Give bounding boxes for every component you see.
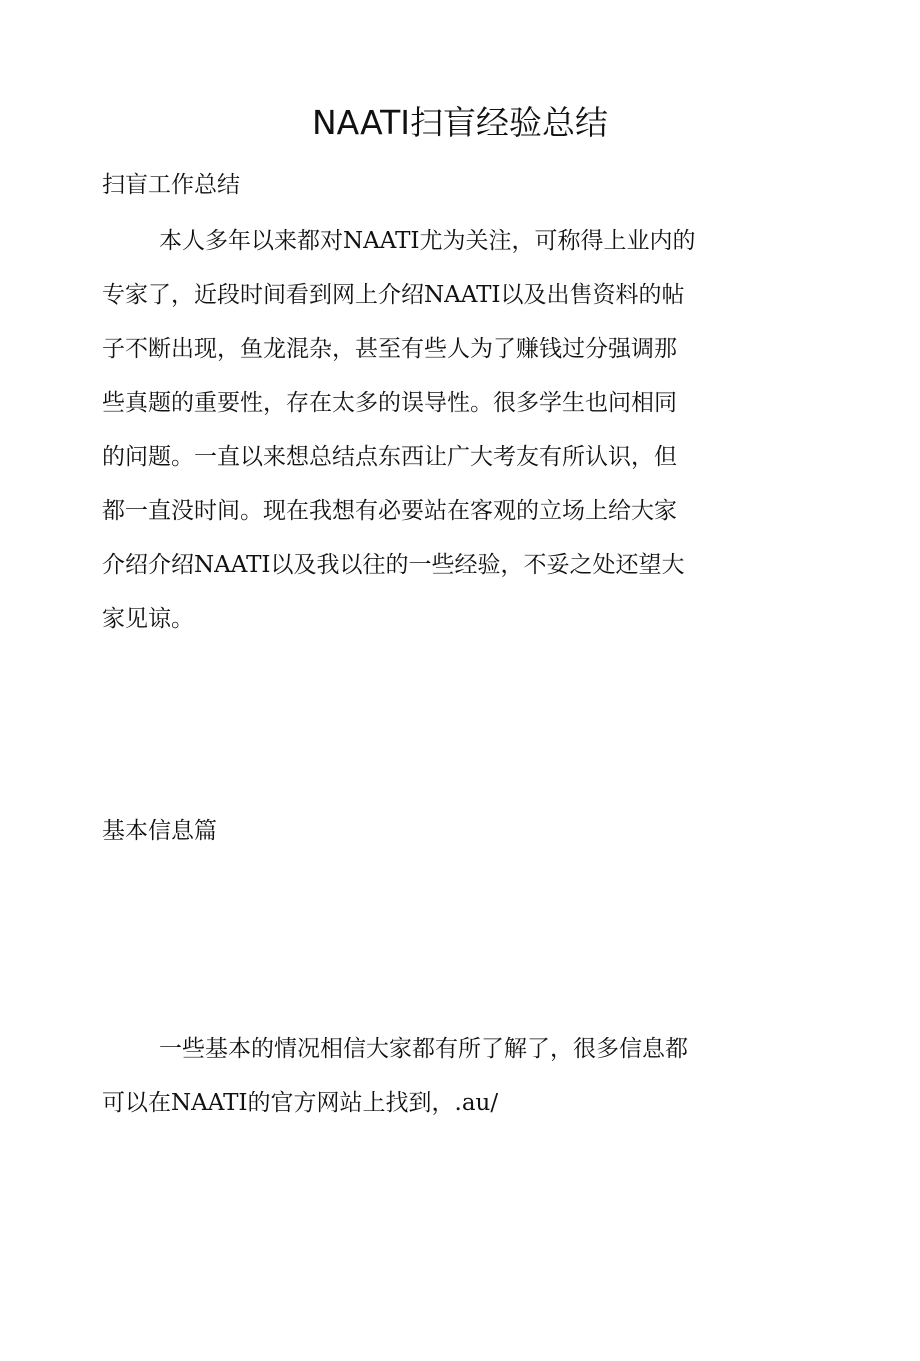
paragraph-line: 介绍介绍NAATI以及我以往的一些经验，不妥之处还望大 <box>102 552 685 578</box>
intro-paragraph <box>102 214 742 646</box>
document-title: NAATI扫盲经验总结 <box>311 103 609 142</box>
paragraph-line: 专家了，近段时间看到网上介绍NAATI以及出售资料的帖 <box>102 282 685 308</box>
paragraph-line: 的问题。一直以来想总结点东西让广大考友有所认识，但 <box>102 444 677 470</box>
paragraph-line: 都一直没时间。现在我想有必要站在客观的立场上给大家 <box>102 498 677 524</box>
paragraph-line: 些真题的重要性，存在太多的误导性。很多学生也问相同 <box>102 390 677 416</box>
paragraph-line: 可以在NAATI的官方网站上找到，.au/ <box>102 1090 499 1116</box>
section-heading-basic-info: 基本信息篇 <box>102 818 217 844</box>
paragraph-line: 本人多年以来都对NAATI尤为关注，可称得上业内的 <box>159 228 696 254</box>
paragraph-line: 一些基本的情况相信大家都有所了解了，很多信息都 <box>159 1036 688 1062</box>
paragraph-line: 子不断出现，鱼龙混杂，甚至有些人为了赚钱过分强调那 <box>102 336 677 362</box>
paragraph-line: 家见谅。 <box>102 606 194 632</box>
basic-info-paragraph <box>102 1022 752 1130</box>
document-subtitle: 扫盲工作总结 <box>102 172 240 198</box>
